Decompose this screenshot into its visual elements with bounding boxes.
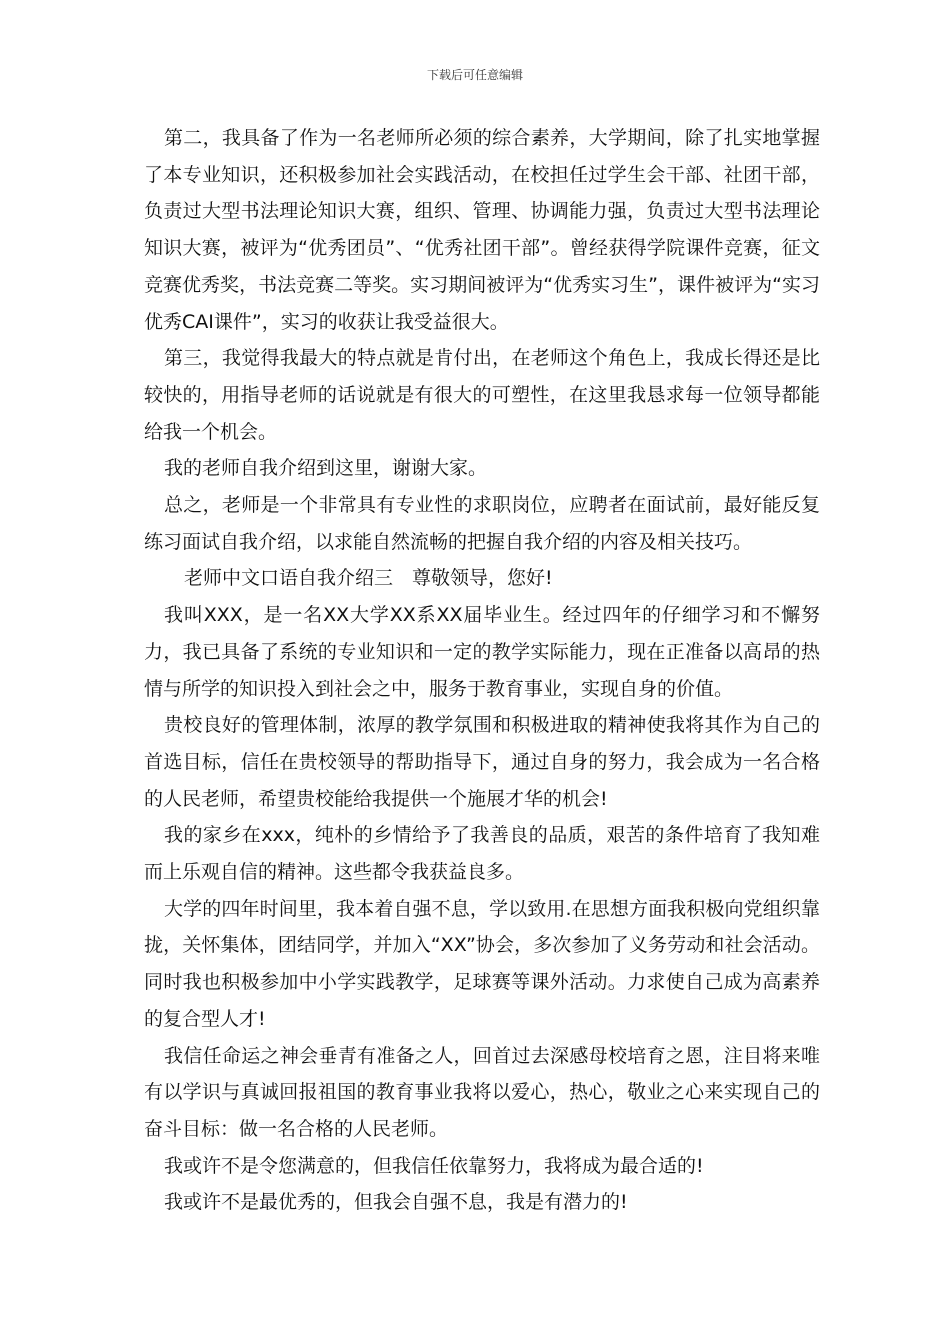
- page-header: 下载后可任意编辑: [426, 68, 523, 82]
- document-body: [144, 120, 820, 1221]
- paragraph: 我或许不是令您满意的，但我信任依靠努力，我将成为最合适的!: [164, 1154, 704, 1177]
- paragraph: 我的家乡在xxx，纯朴的乡情给予了我善良的品质，艰苦的条件培育了我知难而上乐观自信的精神。这些都令我获益良多。: [144, 824, 820, 884]
- paragraph: 我信任命运之神会垂青有准备之人，回首过去深感母校培育之恩，注目将来唯有以学识与真诚回报祖国的教育事业我将以爱心，热心，敬业之心来实现自己的奋斗目标：做一名合格的人民老师。: [144, 1044, 820, 1140]
- paragraph: 我叫XXX，是一名XX大学XX系XX届毕业生。经过四年的仔细学习和不懈努力，我已具备了系统的专业知识和一定的教学实际能力，现在正准备以高昂的热情与所学的知识投入到社会之中，服务于教育事业，实现自身的价值。: [144, 604, 820, 700]
- paragraph: 我的老师自我介绍到这里，谢谢大家。: [164, 457, 488, 480]
- paragraph: 总之，老师是一个非常具有专业性的求职岗位，应聘者在面试前，最好能反复练习面试自我介绍，以求能自然流畅的把握自我介绍的内容及相关技巧。: [144, 494, 820, 553]
- paragraph: 大学的四年时间里，我本着自强不息，学以致用.在思想方面我积极向党组织靠拢，关怀集体，团结同学，并加入“XX”协会，多次参加了义务劳动和社会活动。同时我也积极参加中小学实践教学，足球赛等课外活动。力求使自己成为高素养的复合型人才!: [144, 897, 820, 1030]
- paragraph: 我或许不是最优秀的，但我会自强不息，我是有潜力的!: [164, 1191, 628, 1214]
- paragraph: 第三，我觉得我最大的特点就是肯付出，在老师这个角色上，我成长得还是比较快的，用指导老师的话说就是有很大的可塑性，在这里我恳求每一位领导都能给我一个机会。: [144, 347, 820, 443]
- paragraph: 贵校良好的管理体制，浓厚的教学氛围和积极进取的精神使我将其作为自己的首选目标，信任在贵校领导的帮助指导下，通过自身的努力，我会成为一名合格的人民老师，希望贵校能给我提供一个施展才华的机会!: [144, 714, 820, 810]
- section-heading: 老师中文口语自我介绍三 尊敬领导，您好!: [184, 567, 553, 590]
- paragraph: 第二，我具备了作为一名老师所必须的综合素养，大学期间，除了扎实地掌握了本专业知识，还积极参加社会实践活动，在校担任过学生会干部、社团干部，负责过大型书法理论知识大赛，组织、管理、协调能力强，负责过大型书法理论知识大赛，被评为“优秀团员”、“优秀社团干部”。曾经获得学院课件竞赛，征文竞赛优秀奖，书法竞赛二等奖。实习期间被评为“优秀实习生”，课件被评为“实习优秀CAI课件”，实习的收获让我受益很大。: [144, 127, 820, 333]
